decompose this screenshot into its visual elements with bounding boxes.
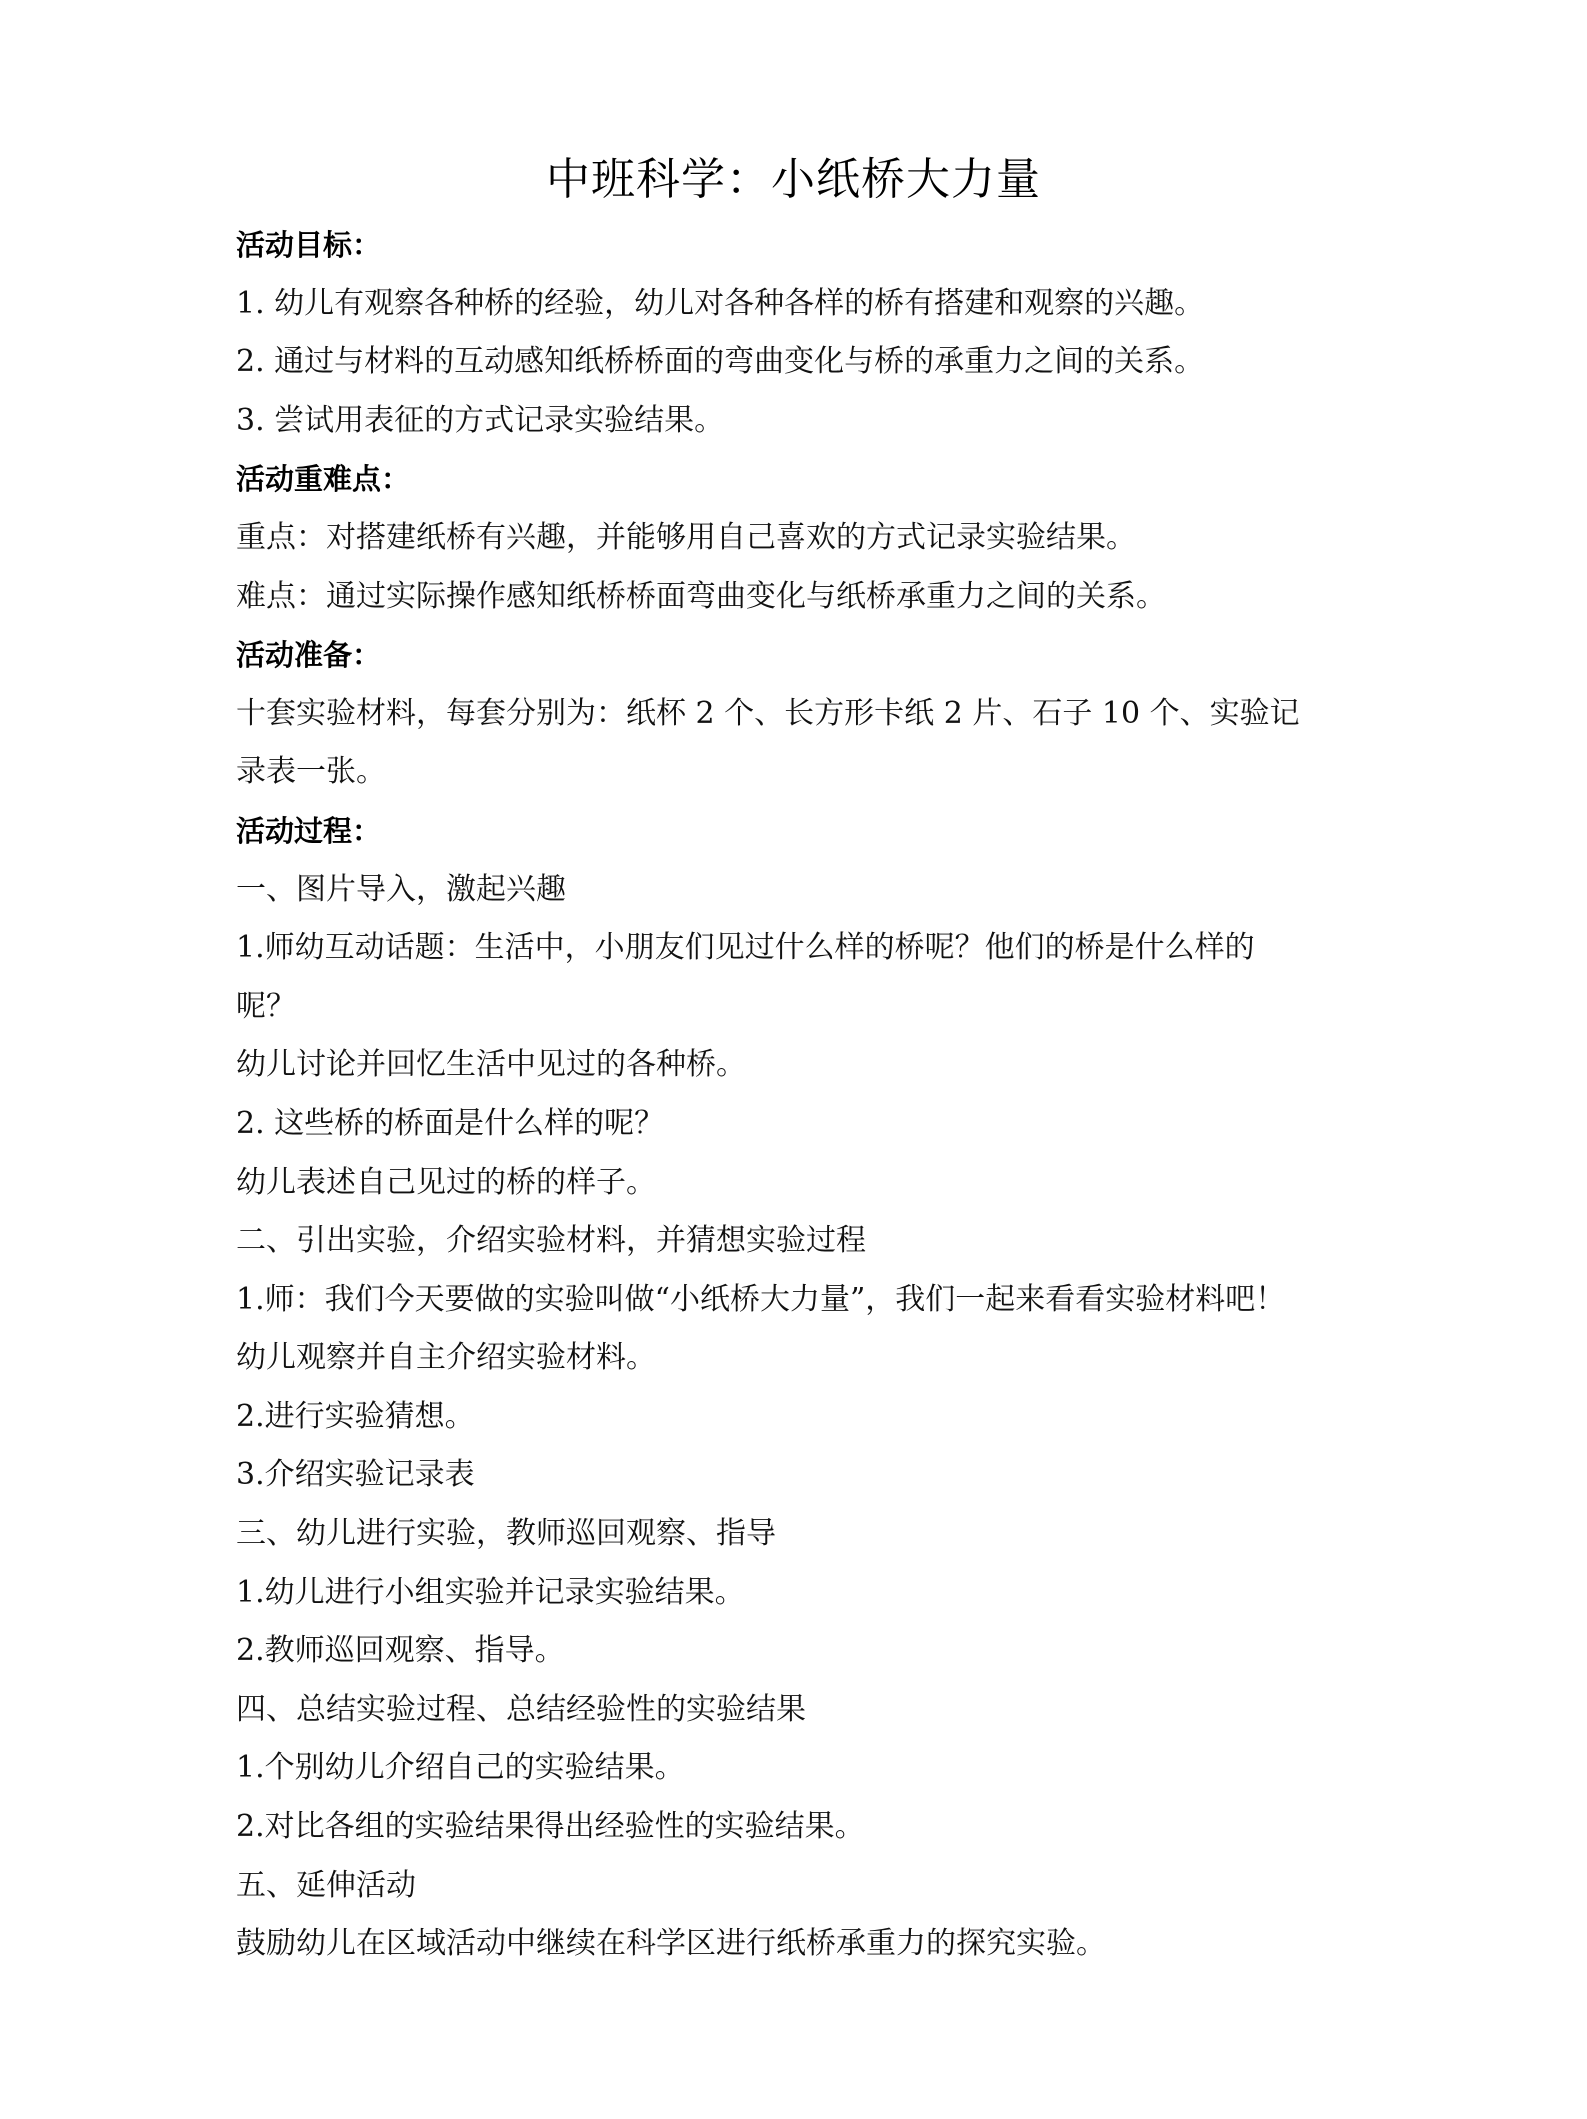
- preparation-text: 十套实验材料，每套分别为：纸杯 2 个、长方形卡纸 2 片、石子 10 个、实验记: [236, 695, 1300, 731]
- process-step-heading: 一、图片导入，激起兴趣: [236, 871, 566, 907]
- document-title: 中班科学：小纸桥大力量: [546, 154, 1041, 205]
- process-line: 幼儿表述自己见过的桥的样子。: [236, 1164, 656, 1200]
- difficulty-point: 难点：通过实际操作感知纸桥桥面弯曲变化与纸桥承重力之间的关系。: [236, 578, 1166, 614]
- section-heading-preparation: 活动准备：: [236, 638, 382, 673]
- goal-item: 3. 尝试用表征的方式记录实验结果。: [236, 402, 725, 438]
- process-line: 幼儿观察并自主介绍实验材料。: [236, 1340, 656, 1376]
- process-line: 3.介绍实验记录表: [236, 1457, 475, 1493]
- process-line: 呢？: [236, 988, 296, 1024]
- process-line: 2. 这些桥的桥面是什么样的呢？: [236, 1105, 665, 1141]
- goal-item: 1. 幼儿有观察各种桥的经验，幼儿对各种各样的桥有搭建和观察的兴趣。: [236, 285, 1205, 321]
- key-point: 重点：对搭建纸桥有兴趣，并能够用自己喜欢的方式记录实验结果。: [236, 519, 1136, 555]
- process-line: 2.对比各组的实验结果得出经验性的实验结果。: [236, 1809, 865, 1845]
- process-step-heading: 三、幼儿进行实验，教师巡回观察、指导: [236, 1516, 776, 1552]
- process-step-heading: 四、总结实验过程、总结经验性的实验结果: [236, 1691, 806, 1727]
- process-step-heading: 二、引出实验，介绍实验材料，并猜想实验过程: [236, 1223, 866, 1259]
- section-heading-process: 活动过程：: [236, 813, 382, 848]
- section-heading-key-points: 活动重难点：: [236, 462, 411, 497]
- process-line: 2.教师巡回观察、指导。: [236, 1633, 565, 1669]
- process-step-heading: 五、延伸活动: [236, 1867, 416, 1903]
- process-line: 1.师：我们今天要做的实验叫做“小纸桥大力量”，我们一起来看看实验材料吧！: [236, 1281, 1286, 1317]
- document-body: [236, 216, 1356, 1974]
- process-line: 2.进行实验猜想。: [236, 1398, 475, 1434]
- section-heading-goals: 活动目标：: [236, 228, 382, 262]
- goal-item: 2. 通过与材料的互动感知纸桥桥面的弯曲变化与桥的承重力之间的关系。: [236, 344, 1205, 380]
- process-line: 1.个别幼儿介绍自己的实验结果。: [236, 1750, 685, 1786]
- process-line: 1.幼儿进行小组实验并记录实验结果。: [236, 1574, 745, 1610]
- process-line: 幼儿讨论并回忆生活中见过的各种桥。: [236, 1047, 746, 1083]
- process-line: 1.师幼互动话题：生活中，小朋友们见过什么样的桥呢？他们的桥是什么样的: [236, 930, 1255, 966]
- process-line: 鼓励幼儿在区域活动中继续在科学区进行纸桥承重力的探究实验。: [236, 1926, 1106, 1962]
- preparation-text: 录表一张。: [236, 754, 386, 790]
